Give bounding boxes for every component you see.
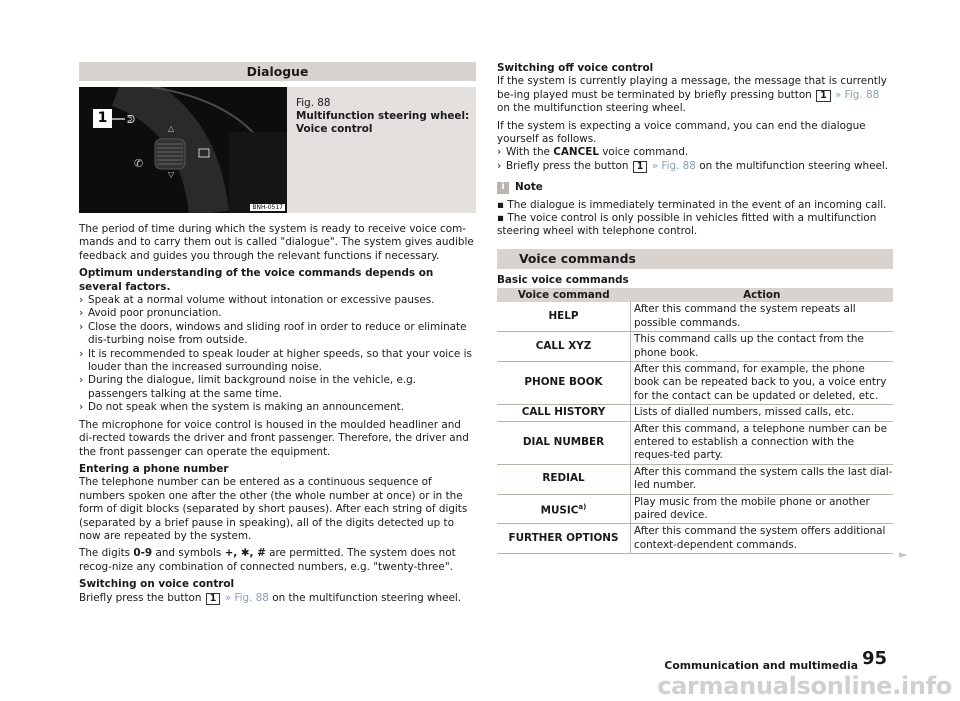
figure-caption-title: Multifunction steering wheel: [296, 110, 470, 122]
note-list [497, 199, 893, 239]
section-heading-dialogue: Dialogue [79, 62, 476, 81]
list-item: › Briefly press the button 1 » Fig. 88 on the multifunction steering wheel. [497, 159, 889, 172]
voice-commands-table [497, 288, 893, 554]
list-item: › It is recommended to speak louder at higher speeds, so that your voice is louder than the increased surrounding noise. [79, 347, 472, 374]
page-number: 95 [862, 648, 888, 669]
callout-1: 1 [93, 109, 112, 128]
bullet-arrow-icon: › [79, 320, 84, 333]
svg-text:△: △ [168, 124, 175, 133]
note-item: ▪ The dialogue is immediately terminated in the event of an incoming call. [497, 198, 887, 211]
optimum-title: Optimum understanding of the voice commands depends on several factors. [79, 267, 434, 293]
switch-off-title: Switching off voice control [497, 62, 654, 74]
digits-paragraph: The digits 0-9 and symbols +, ✱, # are permitted. The system does not recog-nize any combination of connected numbers, e.g. "twenty-three". [79, 547, 456, 573]
info-icon: i [497, 182, 509, 194]
switch-off-text-2: If the system is expecting a voice command, you can end the dialogue yourself as follows. [497, 119, 866, 146]
bullet-arrow-icon: › [79, 401, 84, 414]
fig-88-link[interactable]: » Fig. 88 [224, 591, 269, 604]
section-heading-voice-commands: Voice commands [497, 249, 893, 269]
table-header-command: Voice command [497, 288, 631, 302]
switch-on-text: Briefly press the button 1 » Fig. 88 on the multifunction steering wheel. [79, 591, 462, 604]
footnote-mark: a) [578, 502, 587, 511]
entering-number-title: Entering a phone number [79, 462, 229, 475]
table-row: PHONE BOOK After this command, for example, the phone book can be repeated back to you, a voice entry for the contact can be updated or deleted, etc. [497, 361, 893, 404]
table-row: DIAL NUMBER After this command, a telephone number can be entered to establish a connection with the reques-ted party. [497, 421, 893, 464]
switch-off-text: If the system is currently playing a message, the message that is currently be-ing played must be terminated by briefly pressing button 1 » Fig. 88 on the multifunction steering wheel. [497, 75, 887, 115]
image-code: BNH-0517 [252, 204, 283, 211]
switch-on-title: Switching on voice control [79, 578, 235, 591]
continue-arrow-icon: ► [899, 548, 908, 561]
bullet-arrow-icon: › [79, 294, 84, 307]
figure-caption [287, 87, 476, 213]
bullet-arrow-icon: › [497, 159, 502, 172]
left-column [79, 62, 476, 605]
button-1-label: 1 [816, 90, 831, 102]
list-item: › With the CANCEL voice command. [497, 146, 689, 159]
entering-number-text: The telephone number can be entered as a continuous sequence of numbers spoken one after the other (the whole number at once) or in the form of digit blocks (separated by short pauses). After each string of digits (separated by a brief pause in speaking), all of the digits detected up to now are repeated by the system. [79, 476, 468, 542]
figure-88 [79, 87, 476, 213]
basic-commands-title: Basic voice commands [497, 273, 629, 286]
table-row: CALL XYZ This command calls up the contact from the phone book. [497, 332, 893, 362]
steering-wheel-illustration [79, 87, 287, 213]
bullet-arrow-icon: › [79, 374, 84, 387]
fig-88-link[interactable]: » Fig. 88 [835, 88, 880, 101]
footer-section-label: Communication and multimedia [664, 659, 858, 672]
right-column [497, 62, 893, 554]
tips-list [79, 294, 476, 415]
bullet-arrow-icon: › [79, 347, 84, 360]
figure-caption-sub: Voice control [296, 123, 373, 135]
svg-text:ᕲ: ᕲ [127, 113, 136, 126]
list-item: › Close the doors, windows and sliding roof in order to reduce or eliminate dis-turbing noise from outside. [79, 320, 467, 347]
dialogue-intro: The period of time during which the system is ready to receive voice com-mands and to carry them out is called "dialogue". The system gives audible feedback and guides you through the relevant functions if necessary. [79, 223, 474, 262]
table-row: HELP After this command the system repeats all possible commands. [497, 302, 893, 331]
list-item: › During the dialogue, limit background noise in the vehicle, e.g. passengers talking at the same time. [79, 374, 417, 400]
list-item: › Do not speak when the system is making an announcement. [79, 401, 405, 414]
table-row: MUSIC$^{a)}$ Play music from the mobile phone or another paired device. [497, 494, 893, 524]
table-row: FURTHER OPTIONS After this command the system offers additional context-dependent commands. [497, 524, 893, 554]
table-row: REDIAL After this command the system calls the last dial-led number. [497, 464, 893, 494]
watermark: carmanualsonline.info [657, 672, 952, 700]
note-item: ▪ The voice control is only possible in vehicles fitted with a multifunction steering wheel with telephone control. [497, 212, 877, 238]
table-row: CALL HISTORY Lists of dialled numbers, missed calls, etc. [497, 405, 893, 421]
figure-number: Fig. 88 [296, 97, 331, 109]
fig-88-link[interactable]: » Fig. 88 [651, 159, 696, 172]
steering-wheel-image [79, 87, 287, 213]
svg-text:▽: ▽ [168, 170, 175, 179]
bullet-arrow-icon: › [79, 307, 84, 320]
note-heading: i Note [497, 181, 893, 194]
button-1-label: 1 [206, 593, 221, 605]
table-header-action: Action [631, 288, 894, 302]
list-item: › Avoid poor pronunciation. [79, 307, 222, 320]
bullet-arrow-icon: › [497, 146, 502, 159]
button-1-label: 1 [633, 161, 648, 173]
microphone-paragraph: The microphone for voice control is housed in the moulded headliner and di-rected towards the driver and front passenger. Therefore, the driver and the front passenger can operate the equipment. [79, 418, 469, 458]
list-item: › Speak at a normal volume without intonation or excessive pauses. [79, 294, 435, 307]
svg-text:✆: ✆ [134, 157, 144, 170]
